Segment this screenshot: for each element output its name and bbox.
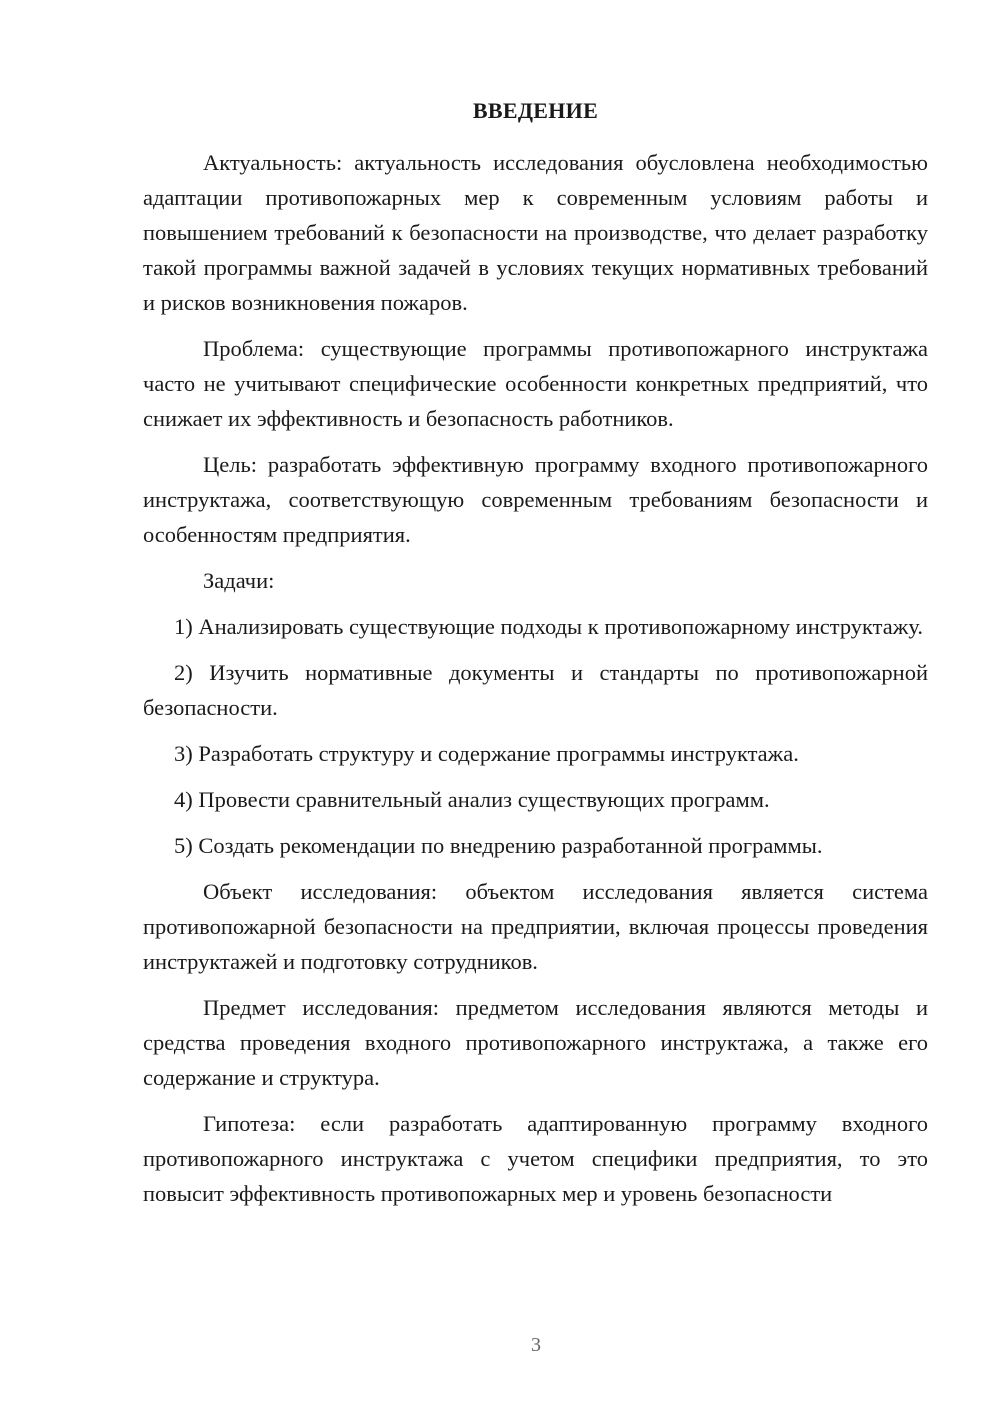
paragraph-hypothesis: Гипотеза: если разработать адаптированную программу входного противопожарного инструктажа с учетом специфики предприятия, то это повысит эффективность противопожарных мер и уровень безопасности [143, 1111, 928, 1206]
paragraph-relevance: Актуальность: актуальность исследования обусловлена необходимостью адаптации противопожарных мер к современным условиям работы и повышением требований к безопасности на производстве, что делает разработку такой программы важной задачей в условиях текущих нормативных требований и рисков возникновения пожаров. [143, 150, 928, 315]
section-heading: ВВЕДЕНИЕ [472, 98, 599, 123]
page-number: 3 [531, 1334, 541, 1356]
task-item: 3) Разработать структуру и содержание программы инструктажа. [174, 741, 799, 766]
body-text [143, 145, 928, 1211]
paragraph-goal: Цель: разработать эффективную программу входного противопожарного инструктажа, соответствующую современным требованиям безопасности и особенностям предприятия. [143, 452, 928, 547]
paragraph-tasks-heading: Задачи: [203, 568, 275, 593]
task-item: 4) Провести сравнительный анализ существующих программ. [174, 787, 770, 812]
task-item: 2) Изучить нормативные документы и стандарты по противопожарной безопасности. [143, 660, 928, 720]
task-item: 5) Создать рекомендации по внедрению разработанной программы. [174, 833, 823, 858]
paragraph-problem: Проблема: существующие программы противопожарного инструктажа часто не учитывают специфические особенности конкретных предприятий, что снижает их эффективность и безопасность работников. [143, 336, 928, 431]
task-item: 1) Анализировать существующие подходы к противопожарному инструктажу. [174, 614, 923, 639]
paragraph-subject: Предмет исследования: предметом исследования являются методы и средства проведения входного противопожарного инструктажа, а также его содержание и структура. [143, 995, 928, 1090]
paragraph-object: Объект исследования: объектом исследования является система противопожарной безопасности на предприятии, включая процессы проведения инструктажей и подготовку сотрудников. [143, 879, 928, 974]
